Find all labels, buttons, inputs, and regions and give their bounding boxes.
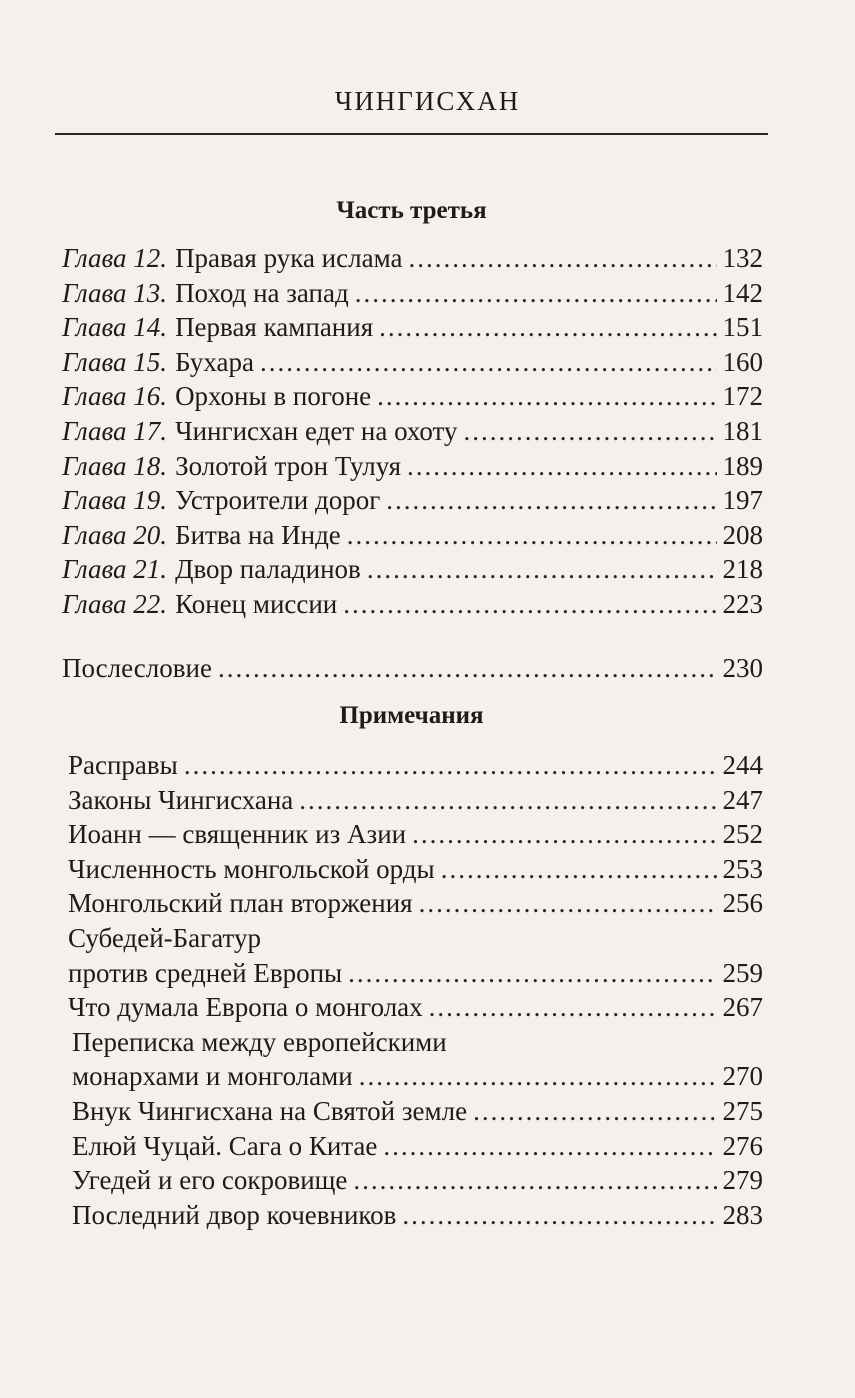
page-number: 160 (722, 346, 763, 377)
entry-title: Численность монгольской орды (68, 853, 435, 884)
entry-title: Что думала Европа о монголах (68, 992, 423, 1023)
entry-title: Субедей-Багатур (68, 923, 261, 953)
entry-title: Расправы (68, 750, 178, 780)
page-number: 270 (722, 1061, 763, 1092)
dot-leader (343, 584, 716, 624)
chapter-number: Глава 21. (62, 554, 168, 585)
notes-heading: Примечания (339, 702, 484, 729)
entry-title: Переписка между европейскими (72, 1026, 447, 1057)
page-number: 218 (722, 554, 763, 585)
page-number: 151 (722, 312, 763, 343)
chapter-number: Глава 18. (62, 450, 168, 481)
page-number: 132 (722, 243, 763, 273)
entry-title: Бухара (175, 346, 255, 377)
page-number: 189 (722, 450, 763, 481)
entry-title: Устроители дорог (175, 485, 381, 516)
page-number: 208 (722, 519, 763, 550)
chapter-number: Глава 19. (62, 485, 168, 516)
chapter-number: Глава 14. (62, 312, 168, 343)
entry-title: Монгольский план вторжения (68, 888, 413, 919)
header-rule (55, 133, 768, 135)
page-number: 253 (722, 853, 763, 884)
page-number: 275 (722, 1096, 763, 1126)
entry-title: монархами и монголами (72, 1061, 353, 1092)
dot-leader (402, 1195, 716, 1235)
entry-title: Поход на запад (175, 277, 349, 308)
page-number: 283 (722, 1199, 763, 1230)
chapter-number: Глава 13. (62, 277, 168, 308)
chapter-number: Глава 17. (62, 416, 168, 446)
chapter-number: Глава 20. (62, 519, 168, 550)
entry-title: Послесловие (62, 653, 212, 683)
note-entry (72, 1195, 763, 1235)
page-number: 252 (722, 819, 763, 850)
page-number: 256 (722, 888, 763, 919)
page-number: 197 (722, 485, 763, 516)
chapter-number: Глава 12. (62, 243, 168, 273)
entry-title: Внук Чингисхана на Святой земле (72, 1096, 468, 1126)
chapter-entry (62, 584, 763, 624)
entry-title: Елюй Чуцай. Сага о Китае (72, 1130, 378, 1161)
page-number: 172 (722, 381, 763, 412)
page-number: 267 (722, 992, 763, 1023)
running-head: ЧИНГИСХАН (334, 86, 521, 116)
entry-title: Золотой трон Тулуя (175, 450, 402, 481)
page-number: 279 (722, 1165, 763, 1196)
entry-title: Орхоны в погоне (175, 381, 372, 412)
entry-title: Иоанн — священник из Азии (68, 819, 407, 850)
chapter-number: Глава 22. (62, 589, 168, 619)
page-number: 181 (722, 416, 763, 446)
page-number: 276 (722, 1130, 763, 1161)
entry-title: Первая кампания (175, 312, 374, 343)
entry-title: Двор паладинов (175, 554, 361, 585)
chapter-number: Глава 15. (62, 346, 168, 377)
entry-title: Законы Чингисхана (68, 784, 294, 815)
afterword-entry (62, 648, 763, 688)
page-number: 247 (722, 784, 763, 815)
chapter-number: Глава 16. (62, 381, 168, 412)
page-number: 223 (722, 589, 763, 619)
part-three-heading: Часть третья (336, 197, 487, 224)
entry-title: Конец миссии (175, 589, 338, 619)
entry-title: Последний двор кочевников (72, 1199, 397, 1230)
page-number: 230 (722, 653, 763, 683)
page-number: 259 (722, 957, 763, 988)
dot-leader (218, 648, 717, 688)
entry-title: Угедей и его сокровище (72, 1165, 348, 1196)
page-number: 142 (722, 277, 763, 308)
entry-title: Чингисхан едет на охоту (175, 416, 458, 446)
page-number: 244 (722, 750, 763, 780)
entry-title: против средней Европы (68, 957, 343, 988)
entry-title: Битва на Инде (175, 519, 341, 550)
entry-title: Правая рука ислама (175, 243, 403, 273)
